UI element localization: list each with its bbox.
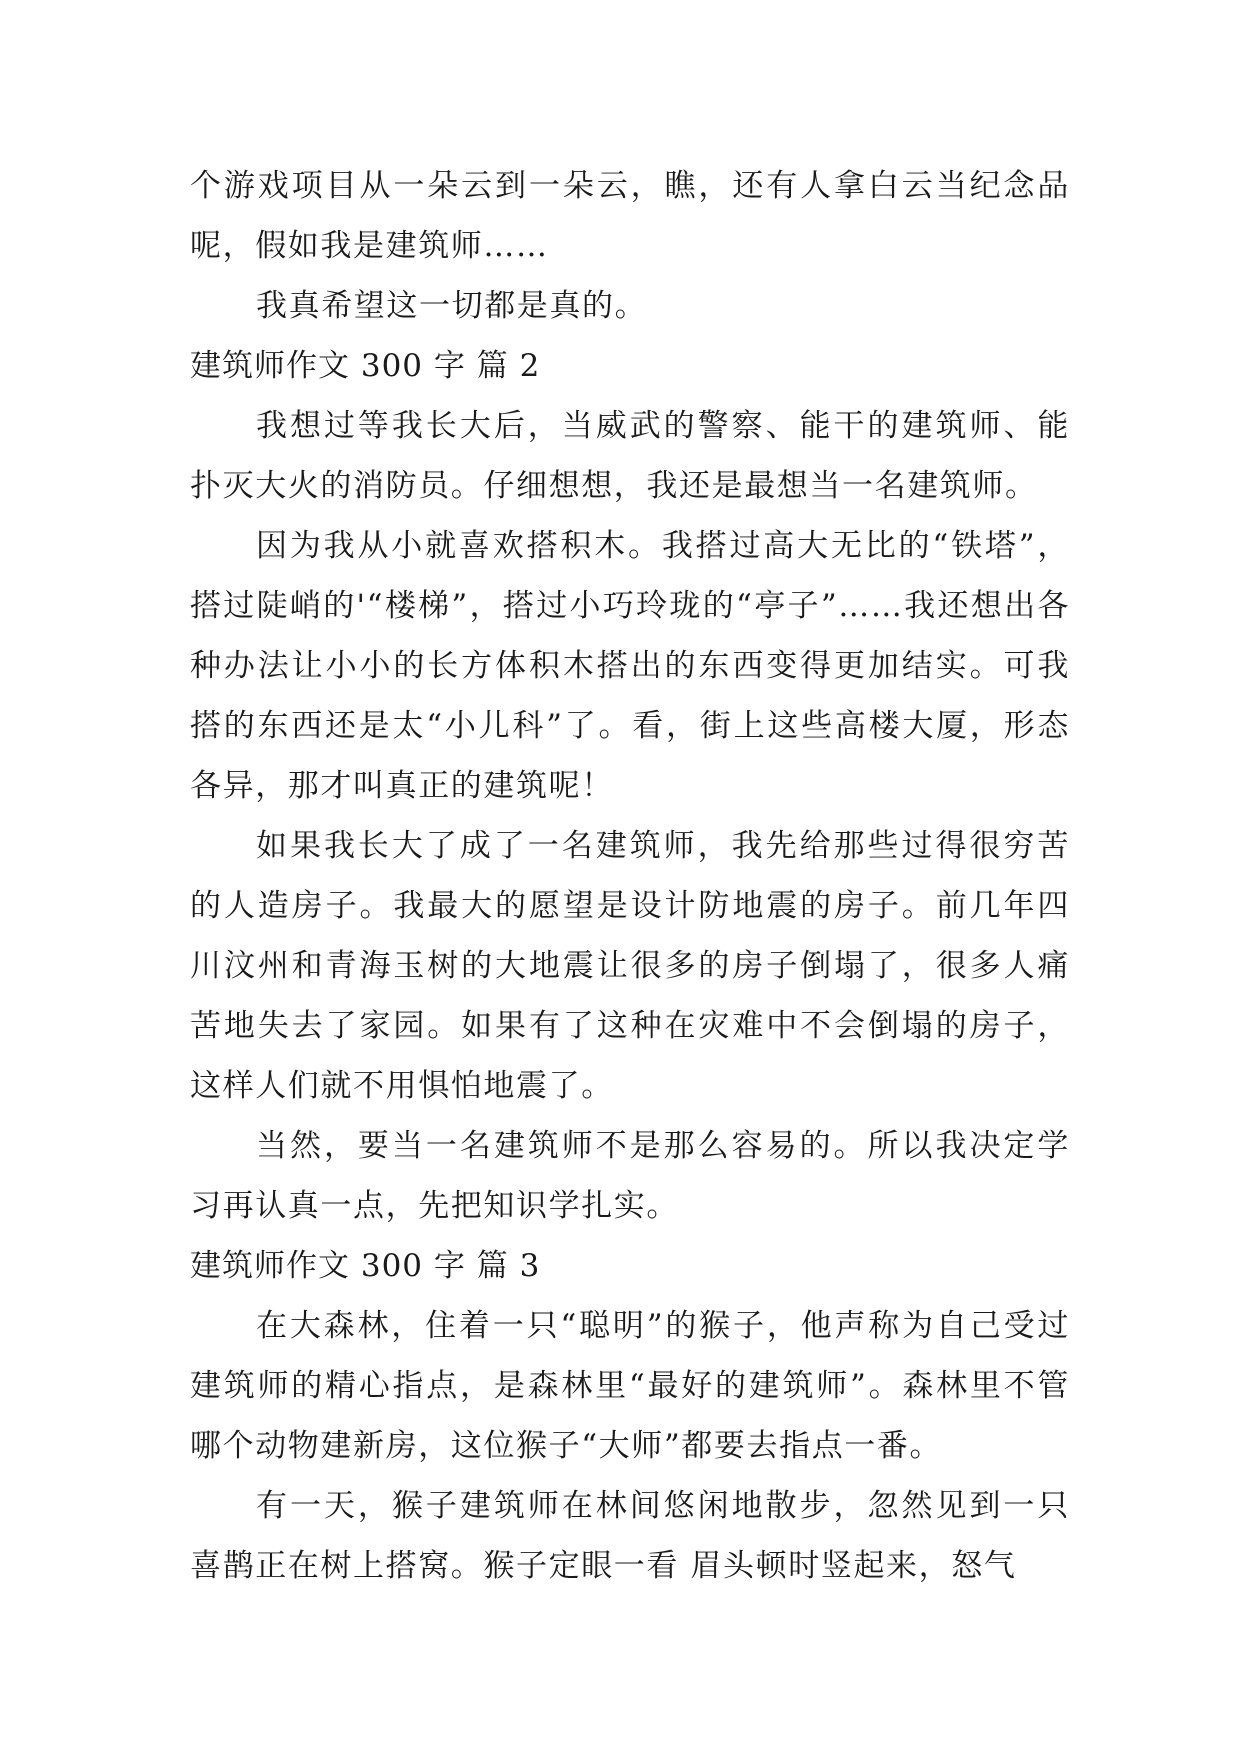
paragraph: 如果我长大了成了一名建筑师，我先给那些过得很穷苦的人造房子。我最大的愿望是设计防地震的房子。前几年四川汶州和青海玉树的大地震让很多的房子倒塌了，很多人痛苦地失去了家园。如果有了这种在灾难中不会倒塌的房子，这样人们就不用惧怕地震了。 <box>190 828 1070 1104</box>
document-body <box>190 156 1070 1596</box>
section-heading: 建筑师作文 300 字 篇 2 <box>190 348 541 384</box>
paragraph: 因为我从小就喜欢搭积木。我搭过高大无比的“铁塔”，搭过陡峭的'“楼梯”，搭过小巧玲珑的“亭子”……我还想出各种办法让小小的长方体积木搭出的东西变得更加结实。可我搭的东西还是太“小儿科”了。看，街上这些高楼大厦，形态各异，那才叫真正的建筑呢！ <box>190 528 1070 804</box>
paragraph: 个游戏项目从一朵云到一朵云，瞧，还有人拿白云当纪念品呢，假如我是建筑师…… <box>190 168 1070 264</box>
paragraph: 在大森林，住着一只“聪明”的猴子，他声称为自己受过建筑师的精心指点，是森林里“最好的建筑师”。森林里不管哪个动物建新房，这位猴子“大师”都要去指点一番。 <box>190 1308 1070 1464</box>
paragraph: 当然，要当一名建筑师不是那么容易的。所以我决定学习再认真一点，先把知识学扎实。 <box>190 1128 1070 1224</box>
paragraph: 我真希望这一切都是真的。 <box>256 288 648 324</box>
paragraph: 我想过等我长大后，当威武的警察、能干的建筑师、能扑灭大火的消防员。仔细想想，我还是最想当一名建筑师。 <box>190 408 1070 504</box>
section-heading: 建筑师作文 300 字 篇 3 <box>190 1248 541 1284</box>
paragraph: 有一天，猴子建筑师在林间悠闲地散步，忽然见到一只喜鹊正在树上搭窝。猴子定眼一看 眉头顿时竖起来，怒气 <box>190 1488 1070 1584</box>
